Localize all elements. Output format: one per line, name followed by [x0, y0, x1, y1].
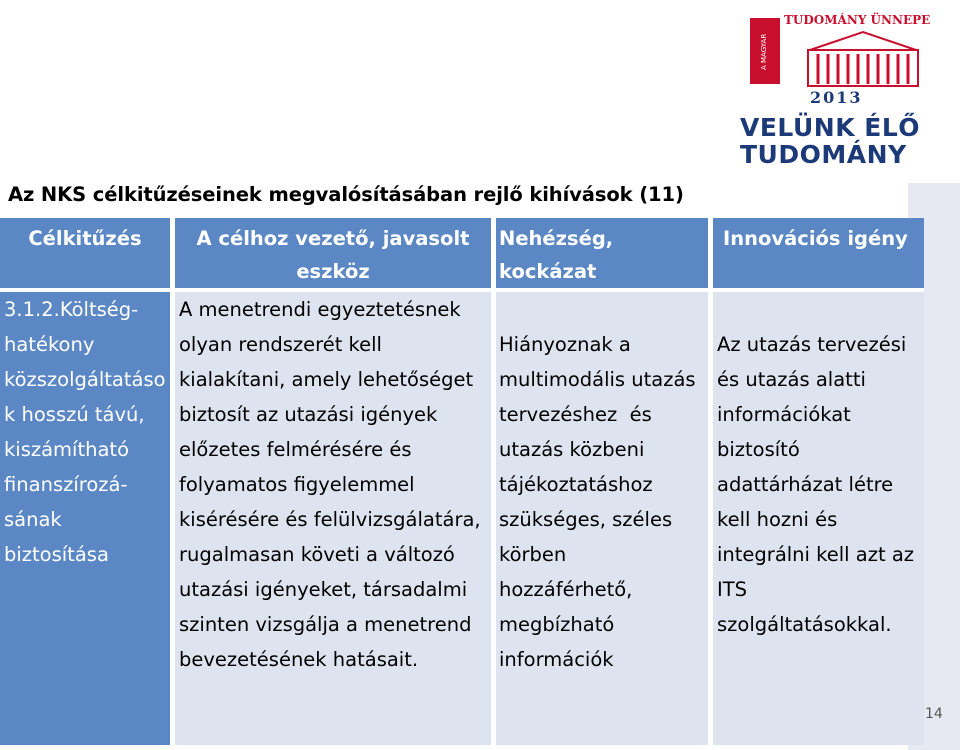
cell-goal: 3.1.2.Költség- hatékony közszolgáltatáso k hosszú távú, kiszámítható finanszírozá- sának biztosítása — [0, 290, 173, 745]
logo-line1: VELÜNK ÉLŐ — [740, 113, 921, 142]
header-risk: Nehézség, kockázat — [494, 218, 711, 290]
header-goal: Célkitűzés — [0, 218, 173, 290]
page-number: 14 — [925, 706, 943, 722]
cell-innovation: Az utazás tervezési és utazás alatti információkat biztosító adattárházat létre kell hozni és integrálni kell azt az ITS szolgáltatásokkal. — [711, 290, 925, 745]
header-innovation: Innovációs igény — [711, 218, 925, 290]
slide-title: Az NKS célkitűzéseinek megvalósításában rejlő kihívások (11) — [8, 183, 684, 206]
svg-text:A MAGYAR: A MAGYAR — [760, 33, 768, 70]
cell-risk: Hiányoznak a multimodális utazás tervezéshez és utazás közbeni tájékoztatáshoz szükséges, széles körben hozzáférhető, megbízható információk — [494, 290, 711, 745]
challenges-table — [0, 218, 924, 745]
logo-line2: TUDOMÁNY — [740, 140, 907, 169]
logo-year: 2013 — [810, 88, 863, 107]
table-header-row — [0, 218, 924, 290]
event-logo — [740, 10, 946, 170]
building-logo-icon — [748, 10, 946, 88]
header-tool: A célhoz vezető, javasolt eszköz — [173, 218, 494, 290]
svg-text:TUDOMÁNY ÜNNEPE: TUDOMÁNY ÜNNEPE — [784, 13, 931, 27]
table-row — [0, 290, 924, 745]
cell-tool: A menetrendi egyeztetésnek olyan rendszerét kell kialakítani, amely lehetőséget biztosít az utazási igények előzetes felmérésére és folyamatos figyelemmel kisérésére és felülvizsgálatára, rugalmasan követi a változó utazási igényeket, társadalmi szinten vizsgálja a menetrend bevezetésének hatásait. — [173, 290, 494, 745]
